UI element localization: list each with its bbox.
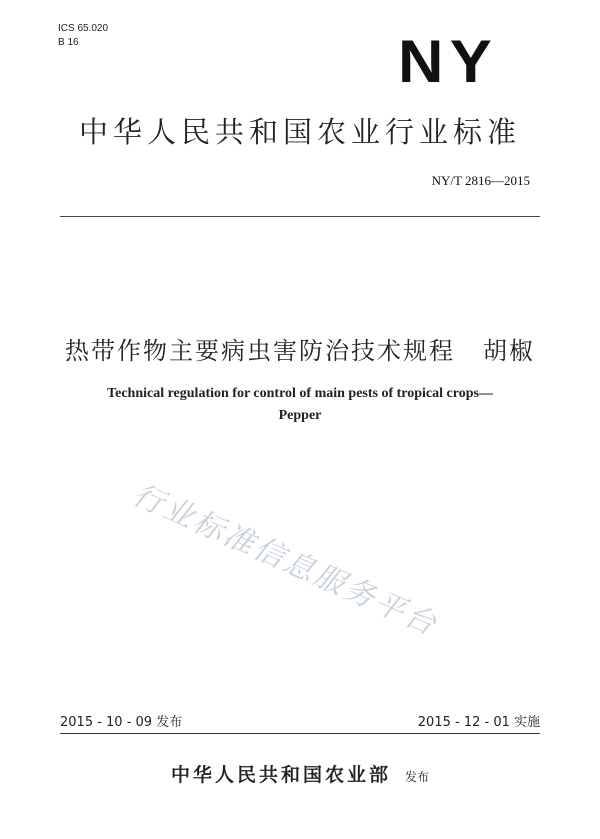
issuer-org: 中华人民共和国农业部 <box>170 764 391 786</box>
implementation-date: 2015 - 12 - 01 实施 <box>417 715 540 730</box>
ics-code: ICS 65.020 <box>58 23 109 34</box>
document-title-cn <box>0 334 600 368</box>
header-divider <box>60 216 540 217</box>
document-title-crop: 胡椒 <box>483 337 535 365</box>
issuer <box>0 760 600 787</box>
ccs-code: B 16 <box>58 37 79 48</box>
classification-codes <box>58 22 108 50</box>
issue-date: 2015 - 10 - 09 发布 <box>60 715 183 730</box>
document-title-en-line1: Technical regulation for control of main pests of tropical crops— <box>107 386 493 401</box>
document-title-en <box>0 383 600 427</box>
standard-category-title: 中华人民共和国农业行业标准 <box>78 115 521 149</box>
ny-logo: NY <box>398 28 499 95</box>
footer-divider <box>60 733 540 734</box>
watermark: 行业标准信息服务平台 <box>127 477 444 644</box>
issuer-suffix: 发布 <box>405 770 430 784</box>
document-title-main: 热带作物主要病虫害防治技术规程 <box>65 337 455 365</box>
document-title-en-line2: Pepper <box>278 408 322 423</box>
standard-number: NY/T 2816—2015 <box>431 173 530 188</box>
